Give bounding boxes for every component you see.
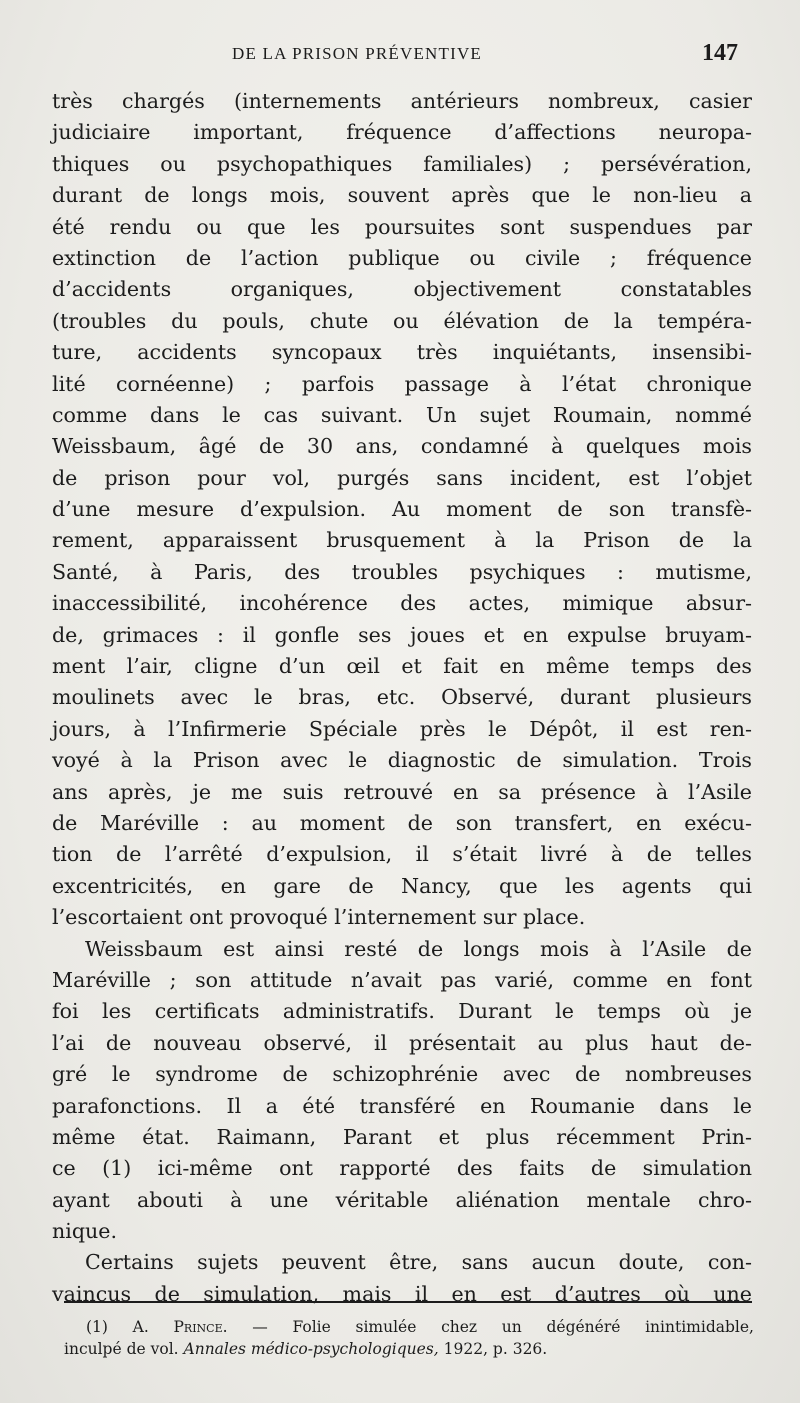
text-line: tion de l’arrêté d’expulsion, il s’était livré à de telles [52, 842, 752, 867]
text-line: excentricités, en gare de Nancy, que les agents qui [52, 873, 752, 898]
text-line: l’ai de nouveau observé, il présentait au plus haut de- [52, 1030, 752, 1055]
text-line: ture, accidents syncopaux très inquiétants, insensibi- [52, 340, 752, 365]
text-line: d’accidents organiques, objectivement constatables [52, 277, 752, 302]
text-line: ayant abouti à une véritable aliénation mentale chro- [52, 1187, 752, 1212]
footnote-line [64, 1338, 754, 1360]
text-line: de Maréville : au moment de son transfert, en exécu- [52, 810, 752, 835]
text-line: comme dans le cas suivant. Un sujet Roumain, nommé [52, 402, 752, 427]
footnote-text: inculpé de vol. [64, 1340, 179, 1358]
footnote-citation: 1922, p. 326. [443, 1340, 548, 1358]
footnote-author-name: Prince. [173, 1318, 228, 1336]
text-line: Weissbaum est ainsi resté de longs mois à l’Asile de [85, 936, 752, 961]
text-line: jours, à l’Infirmerie Spéciale près le Dépôt, il est ren- [52, 716, 752, 741]
text-line: même état. Raimann, Parant et plus récemment Prin- [52, 1124, 752, 1149]
footnote-text: — Folie simulée chez un dégénéré inintimidable, [252, 1318, 754, 1336]
text-line: de prison pour vol, purgés sans incident, est l’objet [52, 465, 752, 490]
text-line: vaincus de simulation, mais il en est d’autres où une [52, 1281, 752, 1306]
footnote-divider [64, 1301, 752, 1303]
text-line: d’une mesure d’expulsion. Au moment de son transfè- [52, 497, 752, 522]
text-line: Maréville ; son attitude n’avait pas varié, comme en font [52, 967, 752, 992]
text-line: ce (1) ici-même ont rapporté des faits de simulation [52, 1156, 752, 1181]
running-head [50, 40, 738, 70]
footnote-journal: Annales médico-psychologiques, [183, 1340, 439, 1358]
text-line: Weissbaum, âgé de 30 ans, condamné à quelques mois [52, 434, 752, 459]
text-line: ans après, je me suis retrouvé en sa présence à l’Asile [52, 779, 752, 804]
text-line: durant de longs mois, souvent après que le non-lieu a [52, 183, 752, 208]
footnote [64, 1316, 754, 1360]
text-line: extinction de l’action publique ou civile ; fréquence [52, 245, 752, 270]
text-line: inaccessibilité, incohérence des actes, mimique absur- [52, 591, 752, 616]
text-line: rement, apparaissent brusquement à la Prison de la [52, 528, 752, 553]
text-line: Santé, à Paris, des troubles psychiques : mutisme, [52, 559, 752, 584]
text-line: gré le syndrome de schizophrénie avec de nombreuses [52, 1062, 752, 1087]
text-line: foi les certificats administratifs. Durant le temps où je [52, 999, 752, 1024]
text-line: voyé à la Prison avec le diagnostic de simulation. Trois [52, 748, 752, 773]
footnote-line [64, 1316, 754, 1338]
text-line: (troubles du pouls, chute ou élévation de la tempéra- [52, 308, 752, 333]
text-line: thiques ou psychopathiques familiales) ; persévération, [52, 151, 752, 176]
text-line: l’escortaient ont provoqué l’internement sur place. [52, 905, 586, 930]
text-line: judiciaire important, fréquence d’affections neuropa- [52, 120, 752, 145]
text-line: nique. [52, 1219, 118, 1244]
text-line: de, grimaces : il gonfle ses joues et en expulse bruyam- [52, 622, 752, 647]
text-line: moulinets avec le bras, etc. Observé, durant plusieurs [52, 685, 752, 710]
text-line: très chargés (internements antérieurs nombreux, casier [52, 89, 752, 113]
body-text [52, 86, 752, 1310]
text-line: parafonctions. Il a été transféré en Roumanie dans le [52, 1093, 752, 1118]
footnote-marker: (1) [86, 1318, 108, 1336]
page-number: 147 [702, 40, 738, 66]
text-line: lité cornéenne) ; parfois passage à l’état chronique [52, 371, 752, 396]
footnote-author-initial: A. [132, 1318, 149, 1336]
text-line: été rendu ou que les poursuites sont suspendues par [52, 214, 752, 239]
text-line: Certains sujets peuvent être, sans aucun doute, con- [85, 1250, 752, 1275]
running-title: DE LA PRISON PRÉVENTIVE [232, 44, 483, 63]
text-line: ment l’air, cligne d’un œil et fait en même temps des [52, 654, 752, 679]
